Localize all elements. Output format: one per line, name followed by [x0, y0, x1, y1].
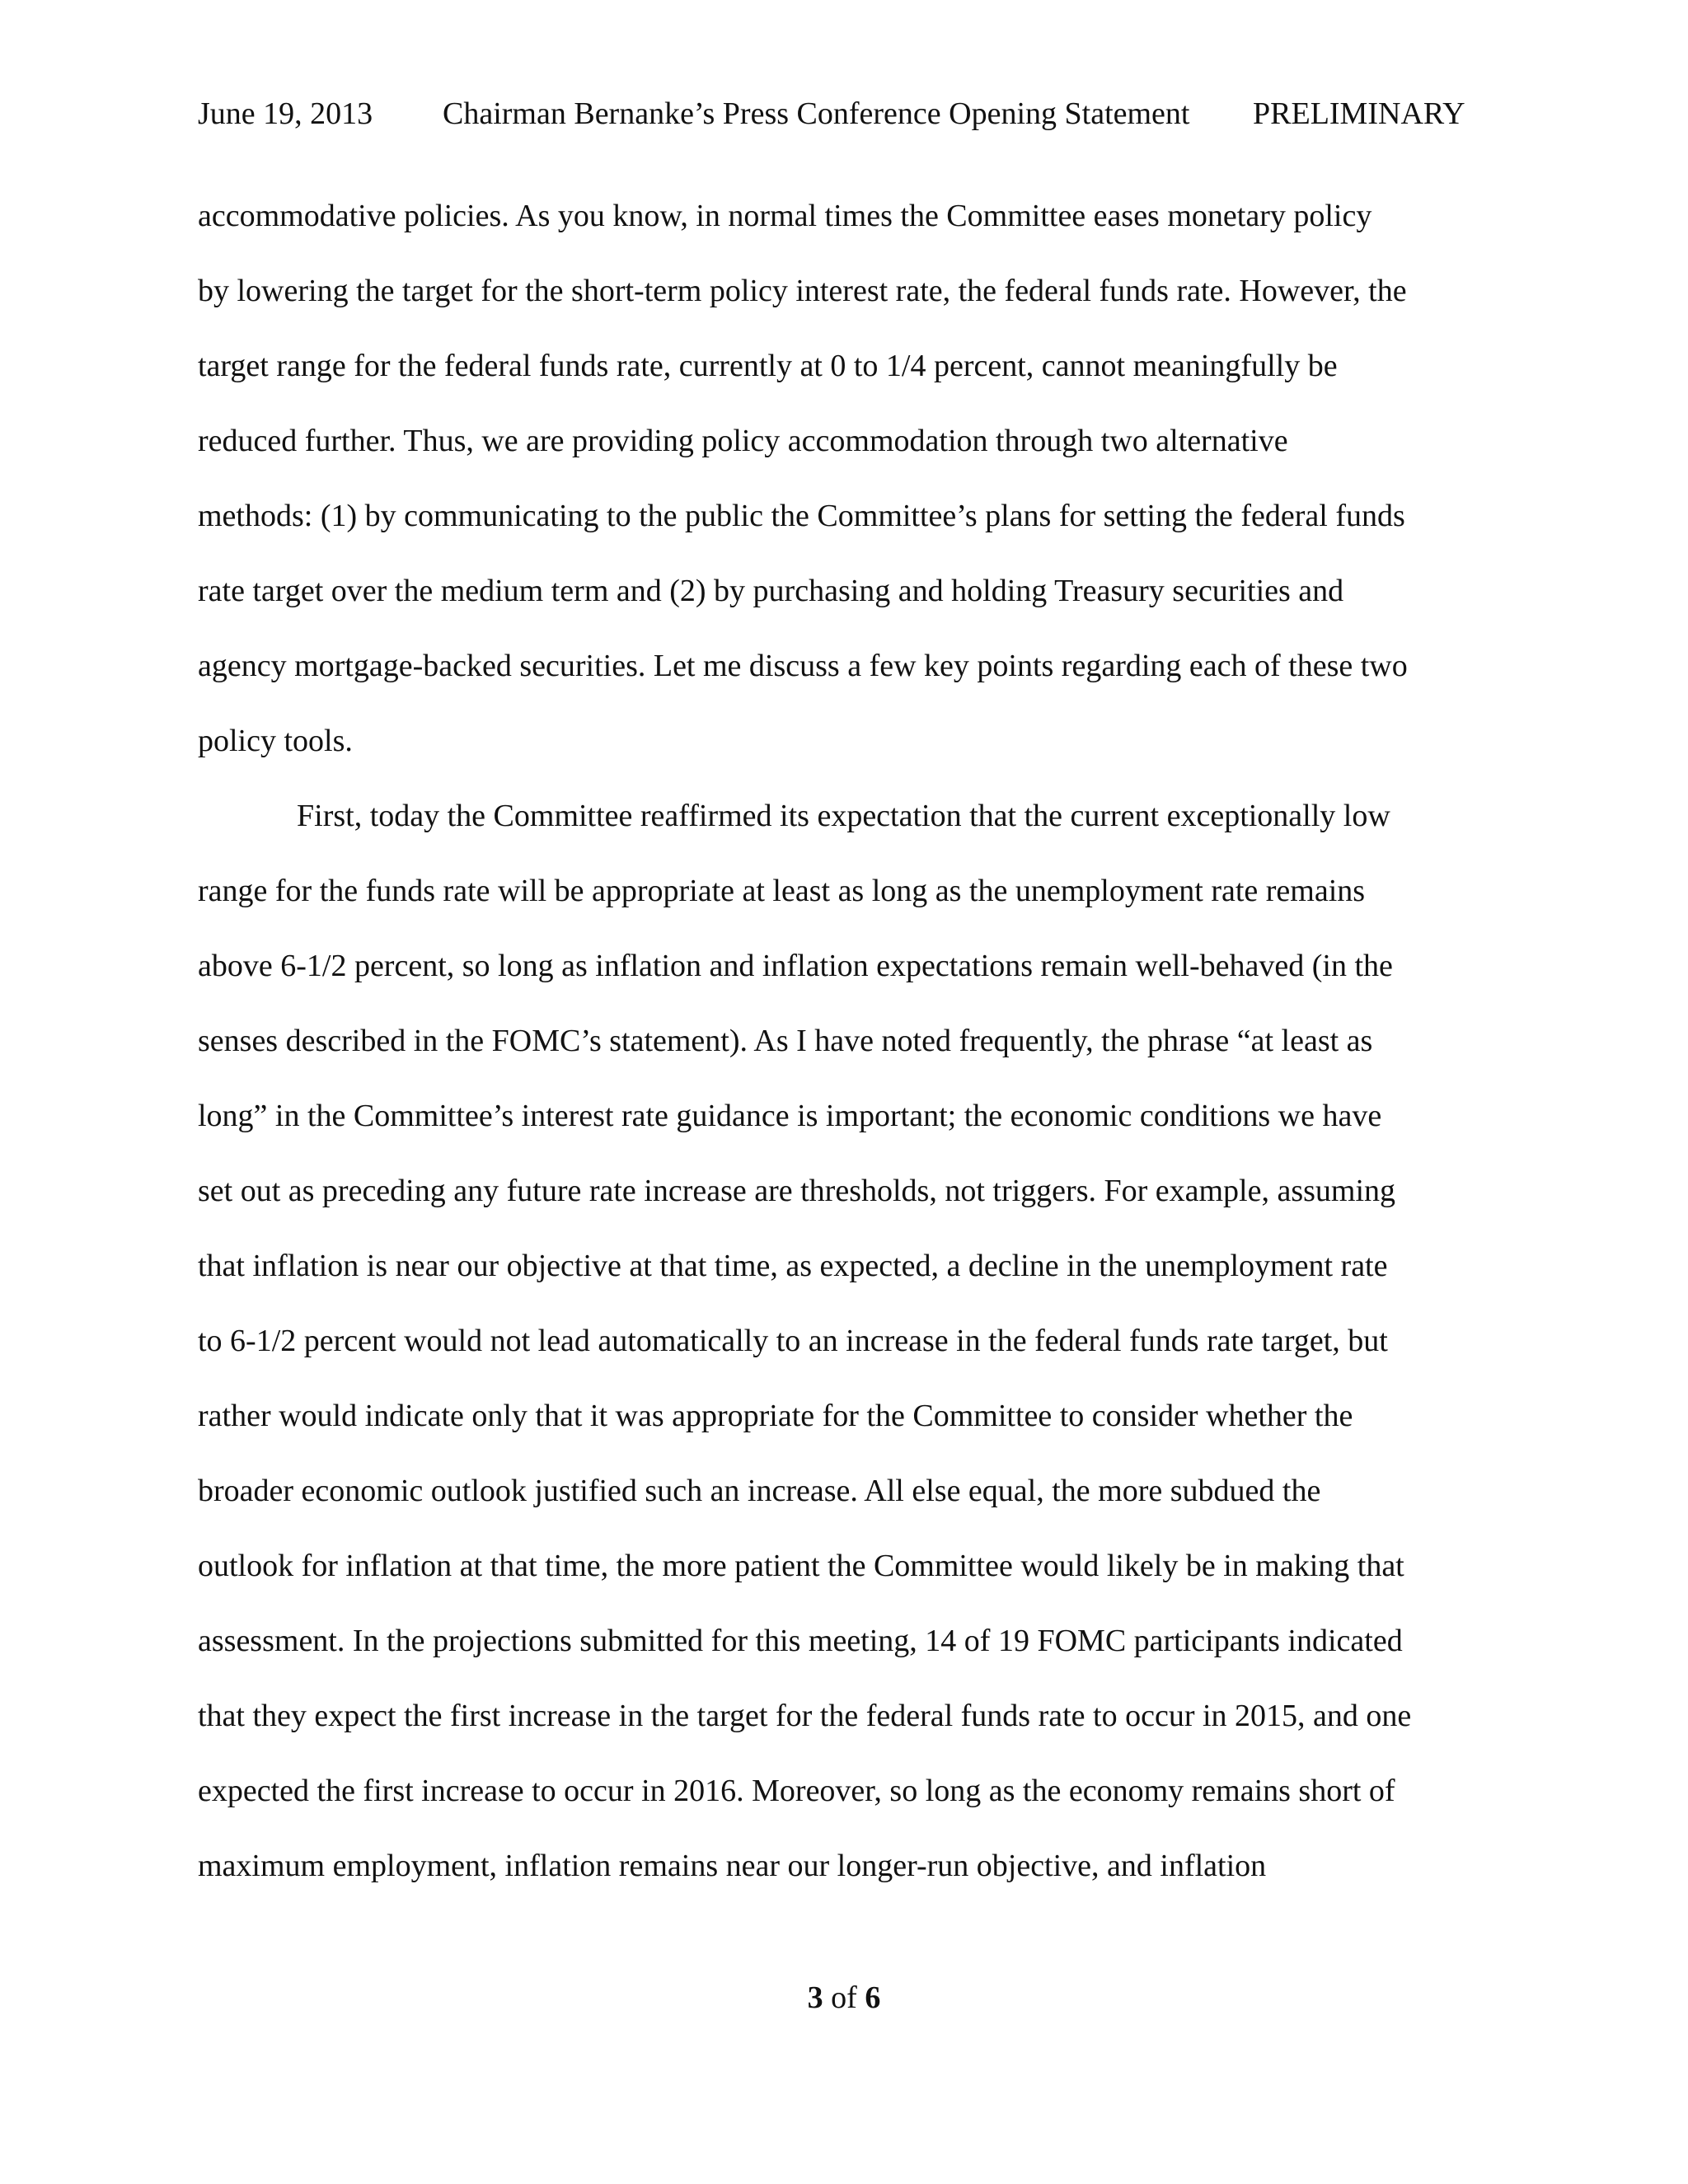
text-line: broader economic outlook justified such an increase. All else equal, the more subdued the: [198, 1474, 1321, 1508]
text-line: outlook for inflation at that time, the more patient the Committee would likely be in making that: [198, 1549, 1404, 1583]
text-line: set out as preceding any future rate increase are thresholds, not triggers. For example, assuming: [198, 1174, 1396, 1208]
text-line: accommodative policies. As you know, in normal times the Committee eases monetary policy: [198, 199, 1372, 233]
text-line: maximum employment, inflation remains near our longer-run objective, and inflation: [198, 1849, 1267, 1883]
text-line: to 6-1/2 percent would not lead automatically to an increase in the federal funds rate target, but: [198, 1324, 1388, 1358]
page-total: 6: [865, 1980, 881, 2015]
text-line: expected the first increase to occur in 2016. Moreover, so long as the economy remains short of: [198, 1774, 1395, 1808]
text-line: range for the funds rate will be appropriate at least as long as the unemployment rate remains: [198, 874, 1366, 908]
page-number: [0, 1980, 1688, 2016]
page-current: 3: [807, 1980, 823, 2015]
text-line: that they expect the first increase in the target for the federal funds rate to occur in 2015, and one: [198, 1699, 1412, 1733]
text-line: agency mortgage-backed securities. Let me discuss a few key points regarding each of these two: [198, 649, 1408, 683]
text-line: rate target over the medium term and (2) by purchasing and holding Treasury securities and: [198, 574, 1344, 608]
text-line: assessment. In the projections submitted for this meeting, 14 of 19 FOMC participants indicated: [198, 1624, 1403, 1658]
page-separator: of: [831, 1980, 857, 2015]
text-line: senses described in the FOMC’s statement). As I have noted frequently, the phrase “at least as: [198, 1024, 1373, 1058]
text-line: above 6-1/2 percent, so long as inflation and inflation expectations remain well-behaved (in the: [198, 949, 1393, 983]
text-line: long” in the Committee’s interest rate guidance is important; the economic conditions we have: [198, 1099, 1382, 1133]
text-line: rather would indicate only that it was appropriate for the Committee to consider whether the: [198, 1399, 1353, 1433]
text-line: target range for the federal funds rate, currently at 0 to 1/4 percent, cannot meaningfully be: [198, 349, 1338, 383]
header-status: PRELIMINARY: [1253, 96, 1465, 131]
text-line: reduced further. Thus, we are providing policy accommodation through two alternative: [198, 424, 1288, 458]
page-header: [198, 96, 1500, 142]
text-line: methods: (1) by communicating to the public the Committee’s plans for setting the federal funds: [198, 499, 1405, 533]
header-date: June 19, 2013: [198, 96, 373, 131]
text-line: policy tools.: [198, 724, 353, 758]
text-line: First, today the Committee reaffirmed its expectation that the current exceptionally low: [297, 799, 1390, 833]
header-title: Chairman Bernanke’s Press Conference Opening Statement: [443, 96, 1190, 131]
text-line: by lowering the target for the short-term policy interest rate, the federal funds rate. However, the: [198, 274, 1407, 308]
text-line: that inflation is near our objective at that time, as expected, a decline in the unemployment rate: [198, 1249, 1388, 1283]
